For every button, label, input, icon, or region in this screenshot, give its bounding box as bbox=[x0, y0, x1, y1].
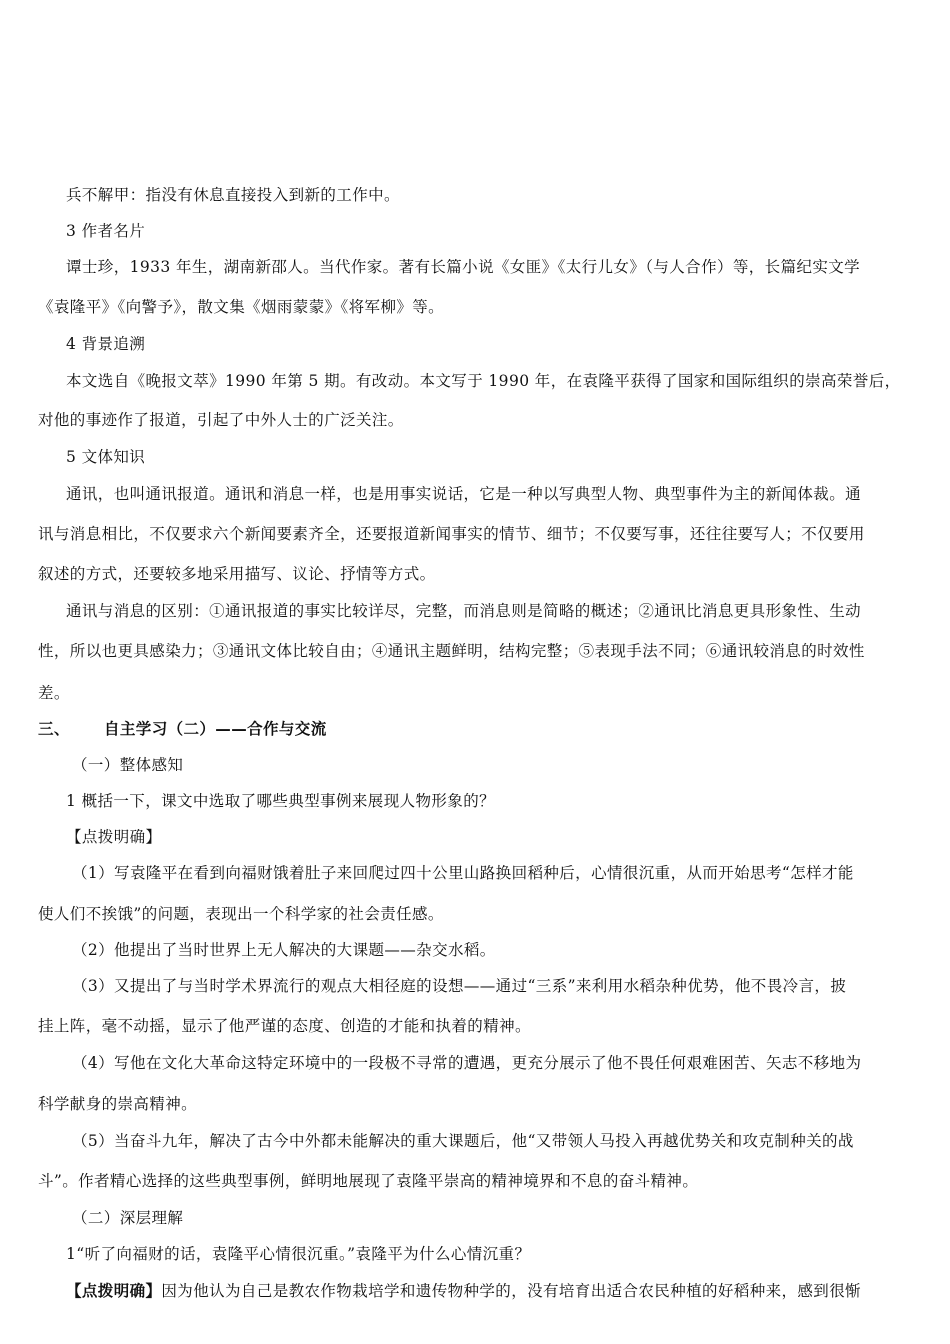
text-line: 对他的事迹作了报道，引起了中外人士的广泛关注。 bbox=[38, 411, 404, 429]
text-line: 本文选自《晚报文萃》1990 年第 5 期。有改动。本文写于 1990 年，在袁隆平获得了国家和国际组织的崇高荣誉后， bbox=[66, 372, 901, 390]
text-line: 通讯与消息的区别：①通讯报道的事实比较详尽，完整，而消息则是简略的概述；②通讯比消息更具形象性、生动 bbox=[66, 602, 862, 620]
heading-genre: 5 文体知识 bbox=[66, 448, 146, 466]
text-line: 差。 bbox=[38, 684, 70, 702]
text-line: 通讯，也叫通讯报道。通讯和消息一样，也是用事实说话，它是一种以写典型人物、典型事件为主的新闻体裁。通 bbox=[66, 485, 862, 503]
text-line: （2）他提出了当时世界上无人解决的大课题——杂交水稻。 bbox=[72, 941, 496, 959]
answer-text: 因为他认为自己是教农作物栽培学和遗传物种学的，没有培育出适合农民种植的好稻种来，感到很惭 bbox=[161, 1282, 862, 1300]
answer-line bbox=[66, 1279, 942, 1301]
heading-background: 4 背景追溯 bbox=[66, 335, 146, 353]
question: 1 概括一下，课文中选取了哪些典型事例来展现人物形象的？ bbox=[66, 792, 495, 810]
text-line: 讯与消息相比，不仅要求六个新闻要素齐全，还要报道新闻事实的情节、细节；不仅要写事，还往往要写人；不仅要用 bbox=[38, 525, 865, 543]
text-line: （1）写袁隆平在看到向福财饿着肚子来回爬过四十公里山路换回稻种后，心情很沉重，从而开始思考“怎样才能 bbox=[72, 864, 854, 882]
subheading: （一）整体感知 bbox=[72, 756, 184, 774]
section-title: 自主学习（二）——合作与交流 bbox=[104, 720, 327, 738]
text-line: 兵不解甲：指没有休息直接投入到新的工作中。 bbox=[66, 186, 400, 204]
text-line: 谭士珍，1933 年生，湖南新邵人。当代作家。著有长篇小说《女匪》《太行儿女》（与人合作）等，长篇纪实文学 bbox=[66, 258, 861, 276]
text-line: （3）又提出了与当时学术界流行的观点大相径庭的设想——通过“三系”来利用水稻杂种优势，他不畏冷言，披 bbox=[72, 977, 847, 995]
text-line: （5）当奋斗九年，解决了古今中外都未能解决的重大课题后，他“又带领人马投入再越优势关和攻克制种关的战 bbox=[72, 1132, 854, 1150]
text-line: 科学献身的崇高精神。 bbox=[38, 1095, 198, 1113]
section-heading bbox=[38, 717, 914, 739]
text-line: 叙述的方式，还要较多地采用描写、议论、抒情等方式。 bbox=[38, 565, 436, 583]
heading-author: 3 作者名片 bbox=[66, 222, 146, 240]
question: 1“听了向福财的话，袁隆平心情很沉重。”袁隆平为什么心情沉重？ bbox=[66, 1245, 531, 1263]
text-line: （4）写他在文化大革命这特定环境中的一段极不寻常的遭遇，更充分展示了他不畏任何艰难困苦、矢志不移地为 bbox=[72, 1054, 862, 1072]
text-line: 性，所以也更具感染力；③通讯文体比较自由；④通讯主题鲜明，结构完整；⑤表现手法不同；⑥通讯较消息的时效性 bbox=[38, 642, 865, 660]
answer-label: 【点拨明确】 bbox=[66, 1281, 162, 1300]
subheading: （二）深层理解 bbox=[72, 1209, 184, 1227]
answer-label: 【点拨明确】 bbox=[66, 828, 162, 846]
text-line: 挂上阵，毫不动摇，显示了他严谨的态度、创造的才能和执着的精神。 bbox=[38, 1017, 531, 1035]
section-number: 三、 bbox=[38, 720, 70, 738]
text-line: 使人们不挨饿”的问题，表现出一个科学家的社会责任感。 bbox=[38, 905, 444, 923]
text-line: 斗”。作者精心选择的这些典型事例，鲜明地展现了袁隆平崇高的精神境界和不息的奋斗精神。 bbox=[38, 1172, 699, 1190]
text-line: 《袁隆平》《向警予》，散文集《烟雨蒙蒙》《将军柳》等。 bbox=[38, 298, 445, 316]
